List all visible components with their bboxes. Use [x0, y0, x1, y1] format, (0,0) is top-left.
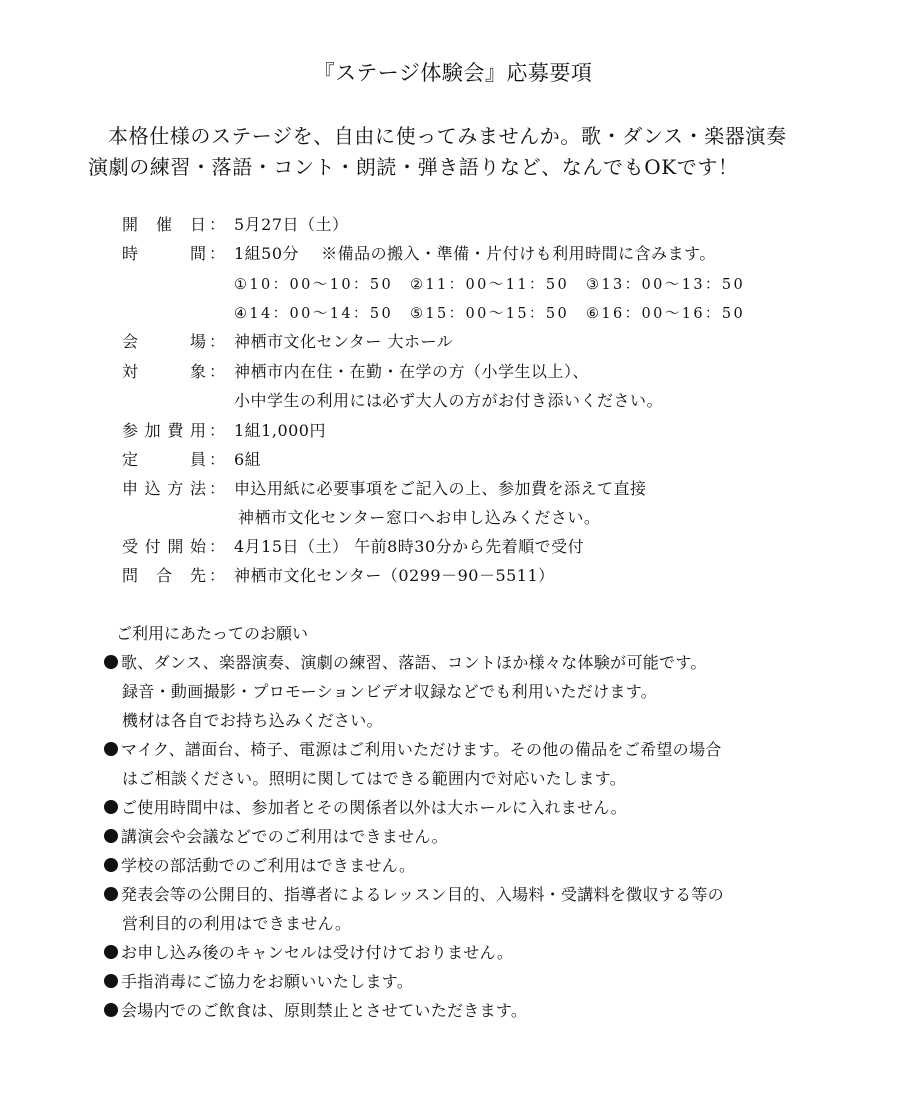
label-char: 先 [189, 566, 206, 585]
note-text: お申し込み後のキャンセルは受け付けておりません。 [121, 943, 514, 962]
label-char: 合 [155, 566, 172, 585]
bullet-icon [104, 829, 118, 843]
note-text: 発表会等の公開目的、指導者によるレッスン目的、入場料・受講料を徴収する等の [121, 885, 724, 904]
colon: ： [209, 479, 226, 498]
info-value-contact: 神栖市文化センター（0299－90－5511） [234, 566, 555, 585]
note-text: 会場内でのご飲食は、原則禁止とさせていただきます。 [121, 1001, 528, 1020]
label-char: 用 [189, 421, 206, 440]
label-char: 参 [122, 421, 139, 440]
info-value-capacity: 6組 [234, 450, 262, 469]
info-label-date [122, 211, 206, 239]
note-item-cont: はご相談ください。照明に関してはできる範囲内で対応いたします。 [122, 769, 627, 788]
label-char: 受 [122, 537, 139, 556]
info-label-venue [122, 328, 206, 356]
info-label-contact [122, 562, 206, 590]
note-item [104, 938, 513, 967]
note-item [104, 793, 627, 822]
colon: ： [209, 244, 226, 263]
label-char: 催 [155, 215, 172, 234]
label-char: 加 [144, 421, 161, 440]
info-value-apply-cont: 神栖市文化センター窓口へお申し込みください。 [238, 508, 601, 527]
info-label-fee [122, 417, 206, 445]
label-char: 開 [167, 537, 184, 556]
bullet-icon [104, 945, 118, 959]
bullet-icon [104, 742, 118, 756]
label-char: 員 [189, 450, 206, 469]
info-label-capacity [122, 446, 206, 474]
note-text: 講演会や会議などでのご利用はできません。 [121, 827, 448, 846]
time-slots-line-2: ④14：00～14：50 ⑤15：00～15：50 ⑥16：00～16：50 [234, 306, 746, 322]
note-item-cont: 営利目的の利用はできません。 [122, 914, 352, 933]
info-label-time [122, 240, 206, 268]
label-char: 申 [122, 479, 139, 498]
info-value-venue: 神栖市文化センター 大ホール [234, 332, 454, 351]
label-char: 象 [189, 362, 206, 381]
note-item [104, 851, 415, 880]
bullet-icon [104, 655, 118, 669]
bullet-icon [104, 858, 118, 872]
info-label-target [122, 358, 206, 386]
info-value-time: 1組50分 ※備品の搬入・準備・片付けも利用時間に含みます。 [234, 244, 716, 263]
info-value-reception: 4月15日（土） 午前8時30分から先着順で受付 [234, 537, 585, 556]
colon: ： [209, 332, 226, 351]
label-char: 間 [189, 244, 206, 263]
note-text: 手指消毒にご協力をお願いいたします。 [121, 972, 414, 991]
note-text: 歌、ダンス、楽器演奏、演劇の練習、落語、コントほか様々な体験が可能です。 [121, 653, 707, 672]
colon: ： [209, 566, 226, 585]
document-title: 『ステージ体験会』応募要項 [313, 61, 593, 85]
bullet-icon [104, 1003, 118, 1017]
intro-line-2: 演劇の練習・落語・コント・朗読・弾き語りなど、なんでもOKです！ [88, 155, 739, 179]
info-value-apply: 申込用紙に必要事項をご記入の上、参加費を添えて直接 [234, 479, 647, 498]
note-text: マイク、譜面台、椅子、電源はご利用いただけます。その他の備品をご希望の場合 [121, 740, 722, 759]
label-char: 開 [122, 215, 139, 234]
note-item [104, 648, 707, 677]
label-char: 定 [122, 450, 139, 469]
info-label-reception [122, 533, 206, 561]
label-char: 費 [167, 421, 184, 440]
label-char: 込 [144, 479, 161, 498]
time-slots-line-1: ①10：00～10：50 ②11：00～11：50 ③13：00～13：50 [234, 277, 746, 293]
info-label-apply [122, 475, 206, 503]
bullet-icon [104, 974, 118, 988]
note-item [104, 880, 724, 909]
colon: ： [209, 362, 226, 381]
info-value-date: 5月27日（土） [234, 215, 349, 234]
bullet-icon [104, 887, 118, 901]
note-item-cont: 機材は各自でお持ち込みください。 [122, 711, 383, 730]
label-char: 付 [144, 537, 161, 556]
label-char: 会 [122, 332, 139, 351]
label-char: 問 [122, 566, 139, 585]
colon: ： [209, 537, 226, 556]
info-value-target-cont: 小中学生の利用には必ず大人の方がお付き添いください。 [234, 391, 664, 410]
intro-line-1: 本格仕様のステージを、自由に使ってみませんか。歌・ダンス・楽器演奏 [108, 124, 787, 148]
note-item [104, 735, 722, 764]
note-item [104, 996, 527, 1025]
colon: ： [209, 215, 226, 234]
label-char: 日 [189, 215, 206, 234]
info-value-fee: 1組1,000円 [234, 421, 326, 440]
note-text: 学校の部活動でのご利用はできません。 [121, 856, 416, 875]
colon: ： [209, 421, 226, 440]
note-item-cont: 録音・動画撮影・プロモーションビデオ収録などでも利用いただけます。 [122, 682, 658, 701]
label-char: 方 [167, 479, 184, 498]
label-char: 法 [189, 479, 206, 498]
label-char: 場 [189, 332, 206, 351]
note-item [104, 967, 413, 996]
label-char: 時 [122, 244, 139, 263]
colon: ： [209, 450, 226, 469]
note-text: ご使用時間中は、参加者とその関係者以外は大ホールに入れません。 [121, 798, 627, 817]
label-char: 対 [122, 362, 139, 381]
notes-heading: ご利用にあたってのお願い [116, 624, 309, 643]
note-item [104, 822, 448, 851]
info-value-target: 神栖市内在住・在勤・在学の方（小学生以上）、 [234, 362, 590, 381]
bullet-icon [104, 800, 118, 814]
label-char: 始 [189, 537, 206, 556]
